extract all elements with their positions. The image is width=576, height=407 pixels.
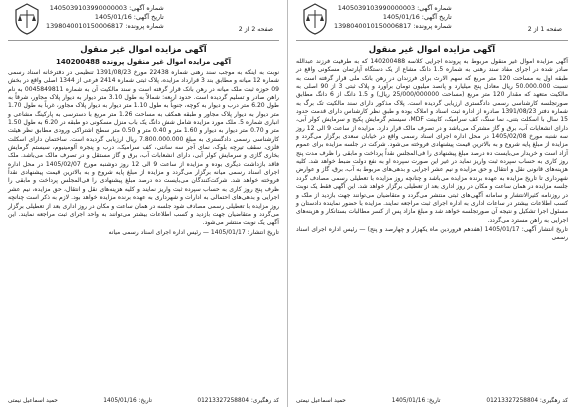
notice-meta — [46, 4, 164, 31]
footer-date: تاریخ: 1405/01/16 — [391, 398, 441, 404]
notice-title: آگهی مزایده اموال غیر منقول — [368, 45, 496, 55]
document-page-1 — [288, 0, 576, 407]
notice-meta — [334, 4, 452, 31]
footer-name: حمید اسماعیل نیمتی — [296, 398, 346, 404]
page-footer — [8, 398, 279, 404]
notice-number: شماره آگهی: 1405039103990000003 — [337, 4, 452, 12]
page-header — [296, 0, 568, 40]
divider — [296, 40, 568, 41]
notice-title: آگهی مزایده اموال غیر منقول — [80, 45, 207, 55]
notice-date: تاریخ آگهی: 1405/01/16 — [94, 13, 164, 21]
footer-date: تاریخ: 1405/01/16 — [103, 398, 153, 404]
case-number: شماره پرونده: 1398040010150006817 — [46, 22, 164, 30]
judiciary-emblem-icon — [12, 2, 42, 36]
divider — [8, 40, 279, 41]
notice-signature: تاریخ انتشار: 1405/01/17 — رئیس اداره اجرای اسناد رسمی میانه — [108, 228, 279, 236]
notice-body: آگهی مزایده اموال غیر منقول مربوط به پرونده اجرایی کلاسه 140200488 که به طرفیت فرزند عبدالله صادر شده در اجرای مفاد سند رهنی به شماره 1.5 دانگ مشاع از یک دستگاه آپارتمان مسکونی واقع در طبقه اول به مساحت 120 متر مربع که سهم الارث برای فرزندان در رهن بانک ملی قرار گرفته است به نسبت 50.000.000 ریال معادل پنج میلیارد و پانصد میلیون تومان برآورد و پلاک ثبتی 3 از 90 اصلی به مالکیت متعهد که مقدار 120 متر مربع (مساحت 25/000/000000 ریال) و 1.5 دانگ از 6 دانگ مطابق صورتجلسه کارشناسی رسمی دادگستری ارزیابی گردیده است. پلاک مذکور دارای سند مالکیت تک برگ به شماره دفتر 1391/08/23 صادره از اداره ثبت اسناد و املاک بوده و طبق نظر کارشناس دارای قدمت حدود 15 سال با اسکلت بتنی، نما سنگ، کف سرامیک، کابینت MDF، سیستم گرمایش پکیج و سرمایش کولر آبی، دارای انشعابات آب، برق و گاز مشترک می‌باشد و در تصرف مالک قرار دارد. مزایده از ساعت 9 الی 12 روز سه شنبه مورخ 1405/02/08 در محل اداره اجرای اسناد رسمی واقع در خیابان سعدی برگزار می‌گردد و مزایده از مبلغ پایه شروع و به بالاترین قیمت پیشنهادی فروخته می‌شود. شرکت در جلسه مزایده برای عموم آزاد است و خریدار می‌بایست ده درصد مبلغ پیشنهادی را فی‌المجلس نقداً پرداخت و مابقی را ظرف مدت پنج روز کاری به حساب سپرده ثبت واریز نماید در غیر این صورت سپرده او به نفع دولت ضبط خواهد شد. کلیه هزینه‌های قانونی نقل و انتقال و حق مزایده و نیم عشر اجرایی و بدهی‌های مربوط به آب، برق، گاز و عوارض شهرداری تا تاریخ مزایده به عهده برنده مزایده می‌باشد و چنانچه روز مزایده با تعطیلی رسمی مصادف گردد جلسه مزایده در همان ساعت و مکان در روز اداری بعد از تعطیلی برگزار خواهد شد. این آگهی فقط یک نوبت در روزنامه کثیرالانتشار و سامانه آگهی‌های ثبتی منتشر می‌گردد و متقاضیان می‌توانند جهت بازدید از ملک و کسب اطلاعات بیشتر در ساعات اداری به اداره اجرای ثبت مراجعه نمایند. مزایده با حضور نماینده دادستان و مسئول اجرا تشکیل و نتیجه آن صورتجلسه خواهد شد و مبلغ مازاد پس از کسر مطالبات بستانکار و هزینه‌های اجرایی به راهن مسترد می‌گردد. — [296, 58, 568, 224]
notice-date: تاریخ آگهی: 1405/01/16 — [382, 13, 452, 21]
footer-name: حمید اسماعیل نیمتی — [8, 398, 58, 404]
page-number: صفحه 1 از 2 — [527, 26, 562, 33]
page-footer — [296, 398, 568, 404]
notice-signature: تاریخ انتشار آگهی: 1405/01/17 (هفدهم فروردین ماه یکهزار و چهارصد و پنج) — رئیس اداره اجرای اسناد رسمی — [296, 225, 568, 242]
notice-number: شماره آگهی: 1405039103990000003 — [49, 4, 164, 12]
footer-code: کد رهگیری: 01213327258804 — [197, 398, 279, 404]
page-header — [8, 0, 279, 40]
notice-body: نوبت به اینکه به موجب سند رهنی شماره 22438 مورخ 1391/08/23 تنظیمی در دفترخانه اسناد رسمی شماره 12 میانه و مطابق بند 3 قرارداد مزایده، پلاک ثبتی شماره 2414 فرعی از 1344 اصلی واقع در بخش 09 حوزه ثبت ملک میانه در رهن بانک قرار گرفته است و سند مالکیت آن به شماره 0045849811 به نام راهن صادر و تسلیم گردیده است. حدود اربعه: شمالاً به طول 3.10 متر دیوار به دیوار پلاک مجاور، شرقاً به طول 6.20 متر درب و دیوار به کوچه، جنوباً به طول 1.10 متر دیوار به دیوار پلاک مجاور، غرباً به طول 1.70 متر دیوار به دیوار پلاک مجاور و طبقه همکف به مساحت 1.26 متر مربع با دسترسی به پارکینگ مشاعی و انباری شماره 5. ملک مورد مزایده شامل شش دانگ یک باب منزل مسکونی دو طبقه در 6.20 به طول 1.50 متر و 0.70 متر دیوار به دیوار و 1.60 متر و 0.40 متر و 0.50 متر سطح اشتراکی ورودی مطابق نظر هیئت کارشناسی رسمی دادگستری به مبلغ 7.800.000.000 ریال ارزیابی گردیده است. ساختمان دارای اسکلت فلزی، سقف تیرچه بلوک، نمای آجر سه سانتی، کف سرامیک، درب و پنجره آلومینیوم، سیستم گرمایش بخاری گازی و سرمایش کولر آبی، دارای انشعابات آب، برق و گاز مستقل و در تصرف مالک می‌باشد. ملک فاقد بازداشت دیگری بوده و مزایده از ساعت 9 الی 12 روز دوشنبه مورخ 1405/02/07 در محل اداره اجرای اسناد رسمی میانه برگزار می‌گردد و مزایده از مبلغ پایه شروع و به بالاترین قیمت پیشنهادی نقداً فروخته خواهد شد. شرکت‌کنندگان می‌بایست ده درصد مبلغ پیشنهادی را فی‌المجلس پرداخت و مابقی را ظرف پنج روز کاری به حساب سپرده ثبت واریز نمایند و کلیه هزینه‌های نقل و انتقال، حق مزایده، نیم عشر اجرایی و بدهی‌های احتمالی به ادارات و شهرداری به عهده برنده مزایده خواهد بود. لازم به ذکر است چنانچه روز مزایده با تعطیلی رسمی مصادف شود جلسه در همان ساعت و مکان در روز اداری بعد از تعطیلی برگزار می‌گردد و متقاضیان جهت بازدید و کسب اطلاعات بیشتر می‌توانند به واحد اجرای ثبت مراجعه نمایند. این آگهی یک نوبت منتشر می‌شود. — [8, 69, 280, 227]
notice-subtitle: آگهی مزایده اموال غیر منقول پرونده 140200488 — [56, 58, 231, 66]
page-number: صفحه 2 از 2 — [238, 26, 273, 33]
footer-code: کد رهگیری: 01213327258804 — [486, 398, 568, 404]
judiciary-emblem-icon — [300, 2, 330, 36]
case-number: شماره پرونده: 1398040010150006817 — [334, 22, 452, 30]
